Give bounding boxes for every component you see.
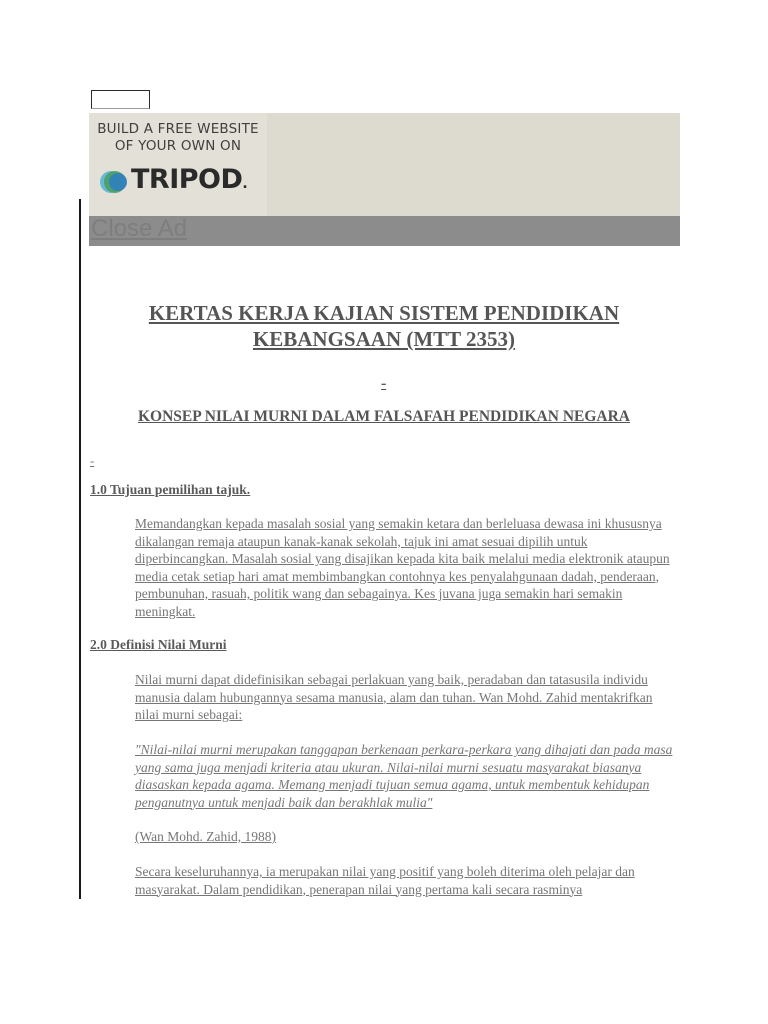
tripod-ad-card[interactable] xyxy=(89,113,267,216)
section1-heading[interactable]: 1.0 Tujuan pemilihan tajuk. xyxy=(90,482,251,497)
section2-paragraph2[interactable]: Secara keseluruhannya, ia merupakan nilai yang positif yang boleh diterima oleh pelajar dan masyarakat. Dalam pendidikan, penerapan nilai yang pertama kali secara rasminya xyxy=(135,864,635,897)
section2-quote[interactable]: "Nilai-nilai murni merupakan tanggapan berkenaan perkara-perkara yang dihajati dan pada masa yang sama juga menjadi kriteria atau ukuran. Nilai-nilai murni sesuatu masyarakat biasanya diasaskan kepada agama. Memang menjadi tujuan semua agama, untuk membentuk kehidupan penganutnya untuk menjadi baik dan berakhlak mulia" xyxy=(135,742,673,810)
ad-headline-line1: BUILD A FREE WEBSITE xyxy=(97,121,259,137)
ad-headline-line2: OF YOUR OWN ON xyxy=(114,138,242,154)
tripod-ad-banner[interactable] xyxy=(89,113,680,216)
tripod-circle-icon xyxy=(99,167,129,197)
section1-paragraph[interactable]: Memandangkan kepada masalah sosial yang semakin ketara dan berleluasa dewasa ini khususnya dikalangan remaja ataupun kanak-kanak sekolah, tajuk ini amat sesuai dipilih untuk diperbincangkan. Masalah sosial yang disajikan kepada kita baik melalui media elektronik ataupun media cetak setiap hari amat membimbangkan contohnya kes penyalahgunaan dadah, penderaan, pembunuhan, rasuah, politik wang dan sebagainya. Kes juvana juga semakin hari semakin meningkat. xyxy=(135,516,670,619)
section2-heading[interactable]: 2.0 Definisi Nilai Murni xyxy=(90,637,227,652)
section2-citation[interactable]: (Wan Mohd. Zahid, 1988) xyxy=(135,829,277,844)
tripod-logo xyxy=(99,165,269,195)
close-ad-link[interactable]: Close Ad xyxy=(91,215,188,242)
document-title[interactable]: KERTAS KERJA KAJIAN SISTEM PENDIDIKAN KEBANGSAAN (MTT 2353) xyxy=(148,301,620,351)
tripod-wordmark: TRIPOD. xyxy=(131,164,248,195)
empty-frame-box xyxy=(91,90,150,109)
document-subtitle[interactable]: KONSEP NILAI MURNI DALAM FALSAFAH PENDIDIKAN NEGARA xyxy=(137,408,630,425)
separator-mark[interactable]: - xyxy=(90,453,95,468)
section2-paragraph1[interactable]: Nilai murni dapat didefinisikan sebagai perlakuan yang baik, peradaban dan tatasusila individu manusia dalam hubungannya sesama manusia, alam dan tuhan. Wan Mohd. Zahid mentakrifkan nilai murni sebagai: xyxy=(135,672,653,722)
separator-dash[interactable]: - xyxy=(381,375,387,392)
